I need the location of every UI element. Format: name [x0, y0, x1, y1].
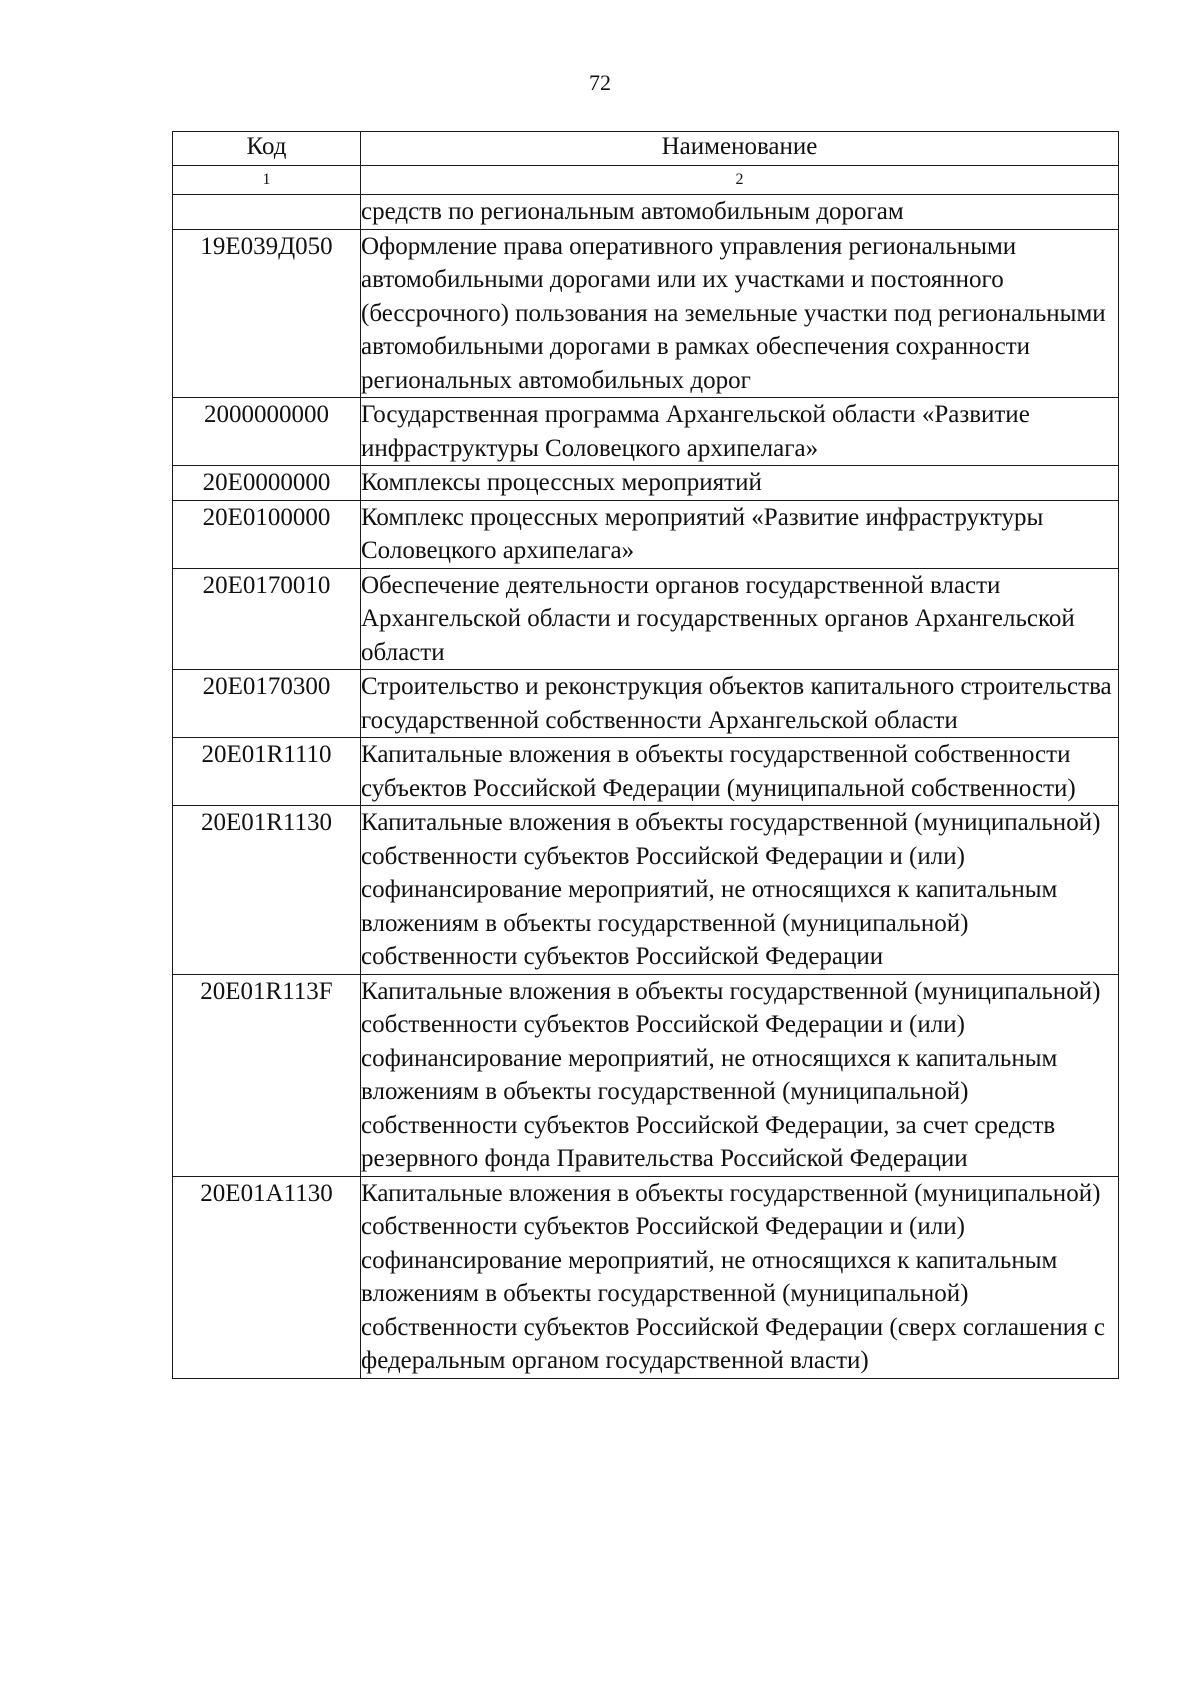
row-name: Обеспечение деятельности органов государственной власти Архангельской области и государственных органов Архангельской области [361, 568, 1119, 670]
row-code: 2000000000 [173, 398, 361, 466]
table-row [173, 466, 1119, 501]
row-name: Капитальные вложения в объекты государственной (муниципальной) собственности субъектов Российской Федерации и (или) софинансирование мероприятий, не относящихся к капитальным вложениям в объекты государственной (муниципальной) собственности субъектов Российской Федерации, за счет средств резервного фонда Правительства Российской Федерации [361, 974, 1119, 1176]
row-name: Оформление права оперативного управления региональными автомобильными дорогами или их участками и постоянного (бессрочного) пользования на земельные участки под региональными автомобильными дорогами в рамках обеспечения сохранности региональных автомобильных дорог [361, 229, 1119, 398]
row-name: Капитальные вложения в объекты государственной (муниципальной) собственности субъектов Российской Федерации и (или) софинансирование мероприятий, не относящихся к капитальным вложениям в объекты государственной (муниципальной) собственности субъектов Российской Федерации (сверх соглашения с федеральным органом государственной власти) [361, 1176, 1119, 1378]
header-row [173, 132, 1119, 166]
row-code: 20Е01R1110 [173, 738, 361, 806]
row-code: 20Е0170300 [173, 670, 361, 738]
table-row [173, 398, 1119, 466]
row-name: Капитальные вложения в объекты государственной собственности субъектов Российской Федерации (муниципальной собственности) [361, 738, 1119, 806]
row-name: Комплексы процессных мероприятий [361, 466, 1119, 501]
row-name: Строительство и реконструкция объектов капитального строительства государственной собственности Архангельской области [361, 670, 1119, 738]
row-name: Капитальные вложения в объекты государственной (муниципальной) собственности субъектов Российской Федерации и (или) софинансирование мероприятий, не относящихся к капитальным вложениям в объекты государственной (муниципальной) собственности субъектов Российской Федерации [361, 806, 1119, 975]
row-code: 19Е039Д050 [173, 229, 361, 398]
table-row [173, 229, 1119, 398]
table-row [173, 670, 1119, 738]
table-row [173, 195, 1119, 230]
row-code: 20Е0100000 [173, 500, 361, 568]
row-code: 20Е01А1130 [173, 1176, 361, 1378]
table-row [173, 806, 1119, 975]
column-number-row [173, 166, 1119, 195]
column-number-1: 1 [173, 166, 361, 195]
table-row [173, 1176, 1119, 1378]
header-name: Наименование [361, 132, 1119, 166]
budget-codes-table [172, 131, 1119, 1379]
row-code: 20Е01R113F [173, 974, 361, 1176]
table-row [173, 568, 1119, 670]
column-number-2: 2 [361, 166, 1119, 195]
page-number: 72 [589, 70, 611, 95]
row-name: Комплекс процессных мероприятий «Развитие инфраструктуры Соловецкого архипелага» [361, 500, 1119, 568]
table-row [173, 500, 1119, 568]
row-code: 20Е01R1130 [173, 806, 361, 975]
table-row [173, 738, 1119, 806]
row-code: 20Е0170010 [173, 568, 361, 670]
row-code: 20Е0000000 [173, 466, 361, 501]
header-code: Код [173, 132, 361, 166]
row-name: Государственная программа Архангельской области «Развитие инфраструктуры Соловецкого архипелага» [361, 398, 1119, 466]
row-code [173, 195, 361, 230]
row-name: средств по региональным автомобильным дорогам [361, 195, 1119, 230]
table-row [173, 974, 1119, 1176]
